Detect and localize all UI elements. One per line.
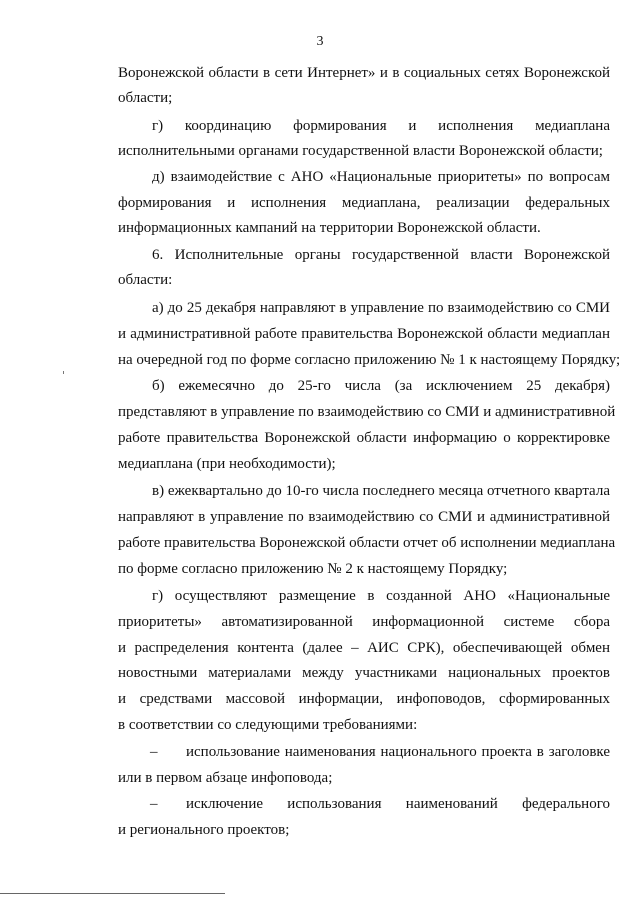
paragraph-line: новостными материалами между участниками национальных проектов bbox=[118, 665, 610, 681]
bullet-dash: – bbox=[150, 796, 158, 812]
paragraph-line: 6. Исполнительные органы государственной власти Воронежской bbox=[152, 247, 610, 263]
paragraph-line: области; bbox=[118, 90, 173, 106]
paragraph-line: и административной работе правительства Воронежской области медиаплан bbox=[118, 326, 610, 342]
paragraph-line: формирования и исполнения медиаплана, реализации федеральных bbox=[118, 195, 610, 211]
paragraph-line: области: bbox=[118, 272, 173, 288]
bullet-line: использование наименования национального проекта в заголовке bbox=[186, 744, 610, 760]
bullet-line: и регионального проектов; bbox=[118, 822, 290, 838]
paragraph-line: д) взаимодействие с АНО «Национальные приоритеты» по вопросам bbox=[152, 169, 610, 185]
paragraph-line: и распределения контента (далее – АИС СРК), обеспечивающей обмен bbox=[118, 640, 610, 656]
paragraph-line: работе правительства Воронежской области отчет об исполнении медиаплана bbox=[118, 535, 616, 551]
paragraph-line: информационных кампаний на территории Воронежской области. bbox=[118, 220, 541, 236]
paragraph-line: б) ежемесячно до 25-го числа (за исключением 25 декабря) bbox=[152, 378, 610, 394]
paragraph-line: г) координацию формирования и исполнения медиаплана bbox=[152, 118, 610, 134]
paragraph-line: на очередной год по форме согласно приложению № 1 к настоящему Порядку; bbox=[118, 352, 621, 368]
paragraph-line: работе правительства Воронежской области информацию о корректировке bbox=[118, 430, 610, 446]
bullet-dash: – bbox=[150, 744, 158, 760]
paragraph-line: г) осуществляют размещение в созданной АНО «Национальные bbox=[152, 588, 610, 604]
paragraph-line: приоритеты» автоматизированной информационной системе сбора bbox=[118, 614, 610, 630]
paragraph-line: исполнительными органами государственной власти Воронежской области; bbox=[118, 143, 603, 159]
paragraph-line: представляют в управление по взаимодействию со СМИ и административной bbox=[118, 404, 616, 420]
paragraph-line: в соответствии со следующими требованиями: bbox=[118, 717, 418, 733]
paragraph-line: направляют в управление по взаимодействию со СМИ и административной bbox=[118, 509, 610, 525]
paragraph-line: по форме согласно приложению № 2 к настоящему Порядку; bbox=[118, 561, 508, 577]
paragraph-line: в) ежеквартально до 10-го числа последнего месяца отчетного квартала bbox=[152, 483, 610, 499]
paragraph-line: медиаплана (при необходимости); bbox=[118, 456, 336, 472]
bullet-line: исключение использования наименований федерального bbox=[186, 796, 610, 812]
page-number: 3 bbox=[316, 34, 324, 49]
margin-mark bbox=[63, 371, 64, 374]
paragraph-line: а) до 25 декабря направляют в управление по взаимодействию со СМИ bbox=[152, 300, 610, 316]
footer-rule bbox=[0, 893, 225, 894]
paragraph-line: и средствами массовой информации, инфоповодов, сформированных bbox=[118, 691, 610, 707]
paragraph-line: Воронежской области в сети Интернет» и в социальных сетях Воронежской bbox=[118, 65, 610, 81]
bullet-line: или в первом абзаце инфоповода; bbox=[118, 770, 333, 786]
